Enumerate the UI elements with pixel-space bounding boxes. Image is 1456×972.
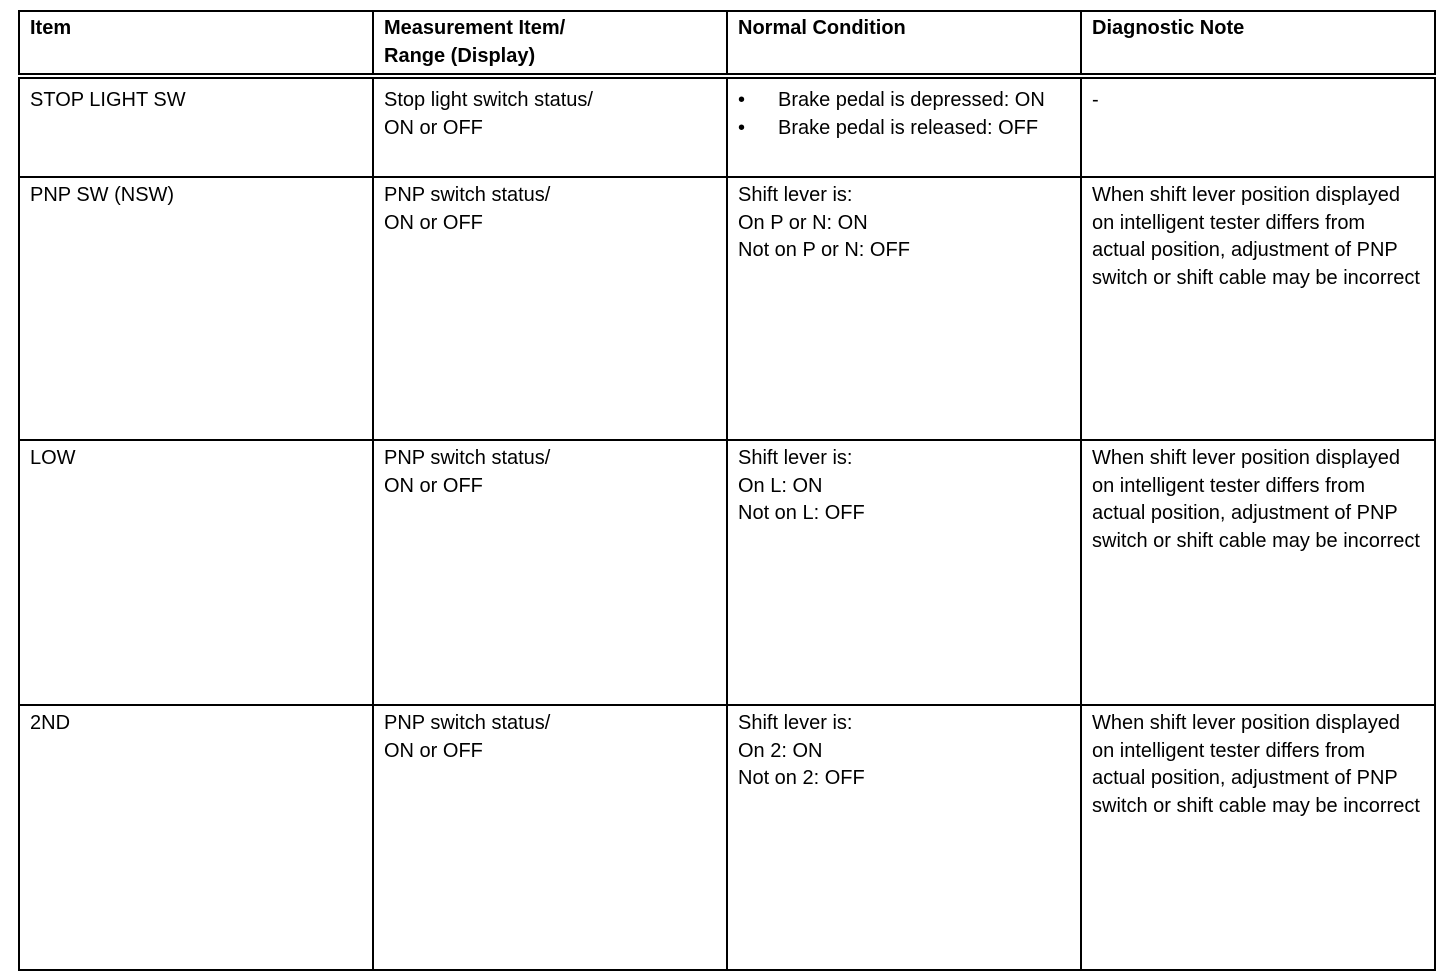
header-normal-condition: Normal Condition [727,11,1081,76]
cell-measurement: PNP switch status/ ON or OFF [373,440,727,705]
header-item: Item [19,11,373,76]
table-row [19,705,1435,970]
cell-normal-condition: Shift lever is: On P or N: ON Not on P or N: OFF [727,177,1081,440]
table-header-row [19,11,1435,76]
list-item [738,87,1070,115]
cell-item: STOP LIGHT SW [19,76,373,177]
cell-normal-condition [727,76,1081,177]
cell-item: PNP SW (NSW) [19,177,373,440]
cell-diagnostic-note: When shift lever position displayed on intelligent tester differs from actual position, adjustment of PNP switch or shift cable may be incorrect [1081,177,1435,440]
cell-item: LOW [19,440,373,705]
table-row [19,440,1435,705]
data-list-table-container [18,10,1434,954]
cell-normal-condition: Shift lever is: On L: ON Not on L: OFF [727,440,1081,705]
bullet-icon: • [738,116,746,139]
cell-measurement: PNP switch status/ ON or OFF [373,177,727,440]
header-diagnostic-note: Diagnostic Note [1081,11,1435,76]
header-measurement: Measurement Item/ Range (Display) [373,11,727,76]
cell-diagnostic-note: - [1081,76,1435,177]
cell-diagnostic-note: When shift lever position displayed on intelligent tester differs from actual position, adjustment of PNP switch or shift cable may be incorrect [1081,440,1435,705]
table-row [19,76,1435,177]
list-item-text: Brake pedal is released: OFF [778,116,1039,139]
cell-measurement: Stop light switch status/ ON or OFF [373,76,727,177]
cell-normal-condition: Shift lever is: On 2: ON Not on 2: OFF [727,705,1081,970]
list-item [738,115,1070,143]
bullet-icon: • [738,89,746,111]
cell-item: 2ND [19,705,373,970]
table-row [19,177,1435,440]
cell-diagnostic-note: When shift lever position displayed on intelligent tester differs from actual position, adjustment of PNP switch or shift cable may be incorrect [1081,705,1435,970]
data-list-table [18,10,1436,971]
normal-condition-list [738,87,1070,142]
list-item-text: Brake pedal is depressed: ON [778,89,1045,111]
cell-measurement: PNP switch status/ ON or OFF [373,705,727,970]
